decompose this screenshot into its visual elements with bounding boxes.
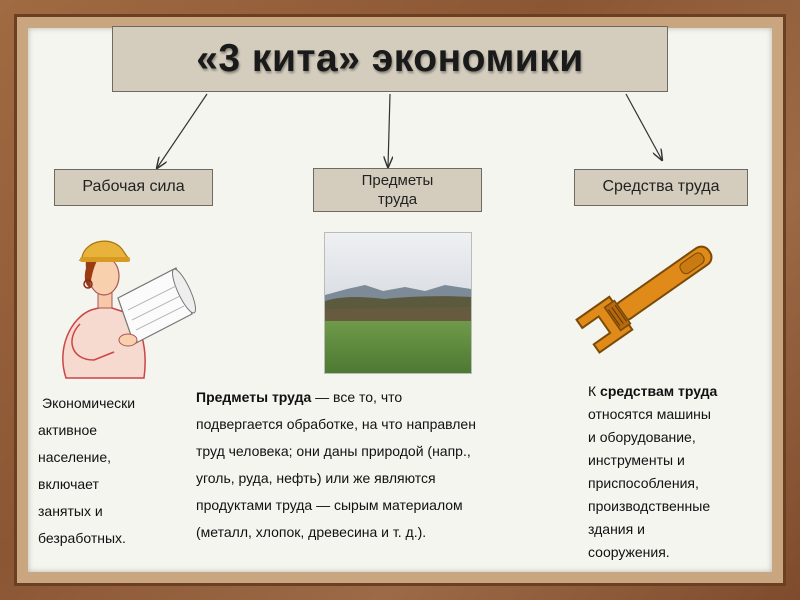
labor-desc-line: включает — [38, 476, 99, 492]
objects-desc-line: подвергается обработке, на что направлен — [196, 416, 476, 432]
concept-objects-line1: Предметы — [361, 171, 434, 189]
worker-illustration — [36, 228, 206, 388]
objects-desc-first-line — [196, 384, 568, 411]
title-box — [112, 26, 668, 92]
concept-labor-box — [54, 169, 213, 206]
objects-term: Предметы труда — [196, 389, 312, 405]
means-desc-line: здания и — [588, 521, 645, 537]
objects-desc-line: труд человека; они даны природой (напр., — [196, 443, 471, 459]
objects-desc-rest: — все то, что — [311, 389, 403, 405]
concept-means-label: Средства труда — [602, 178, 720, 196]
means-desc-line: производственные — [588, 498, 711, 514]
objects-desc-line: уголь, руда, нефть) или же являются — [196, 470, 436, 486]
concept-objects-line2: труда — [377, 191, 418, 208]
means-desc-line: приспособления, — [588, 475, 699, 491]
concept-objects-label — [362, 171, 434, 210]
objects-desc-line: продуктами труда — сырым материалом — [196, 497, 463, 513]
labor-desc-line: население, — [38, 449, 112, 465]
wrench-icon — [572, 220, 732, 370]
means-desc-line: и оборудование, — [588, 429, 696, 445]
means-prefix: К — [588, 383, 601, 399]
labor-description — [38, 390, 188, 552]
means-desc-line: инструменты и — [588, 452, 685, 468]
means-term: средствам труда — [600, 383, 718, 399]
concept-means-box — [574, 169, 748, 206]
concept-objects-box — [313, 168, 482, 212]
objects-desc-line: (металл, хлопок, древесина и т. д.). — [196, 524, 427, 540]
means-desc-line: сооружения. — [588, 544, 670, 560]
landscape-photo — [324, 232, 472, 374]
means-description — [588, 380, 774, 564]
means-desc-line: относятся машины — [588, 406, 711, 422]
labor-desc-line: активное — [38, 422, 98, 438]
means-desc-first-line — [588, 380, 774, 403]
objects-description — [196, 384, 568, 546]
concept-labor-label: Рабочая сила — [82, 178, 185, 196]
labor-desc-line: безработных. — [38, 530, 126, 546]
labor-desc-line: занятых и — [38, 503, 103, 519]
page-title: «3 кита» экономики — [196, 37, 584, 80]
labor-desc-line: Экономически — [42, 395, 136, 411]
